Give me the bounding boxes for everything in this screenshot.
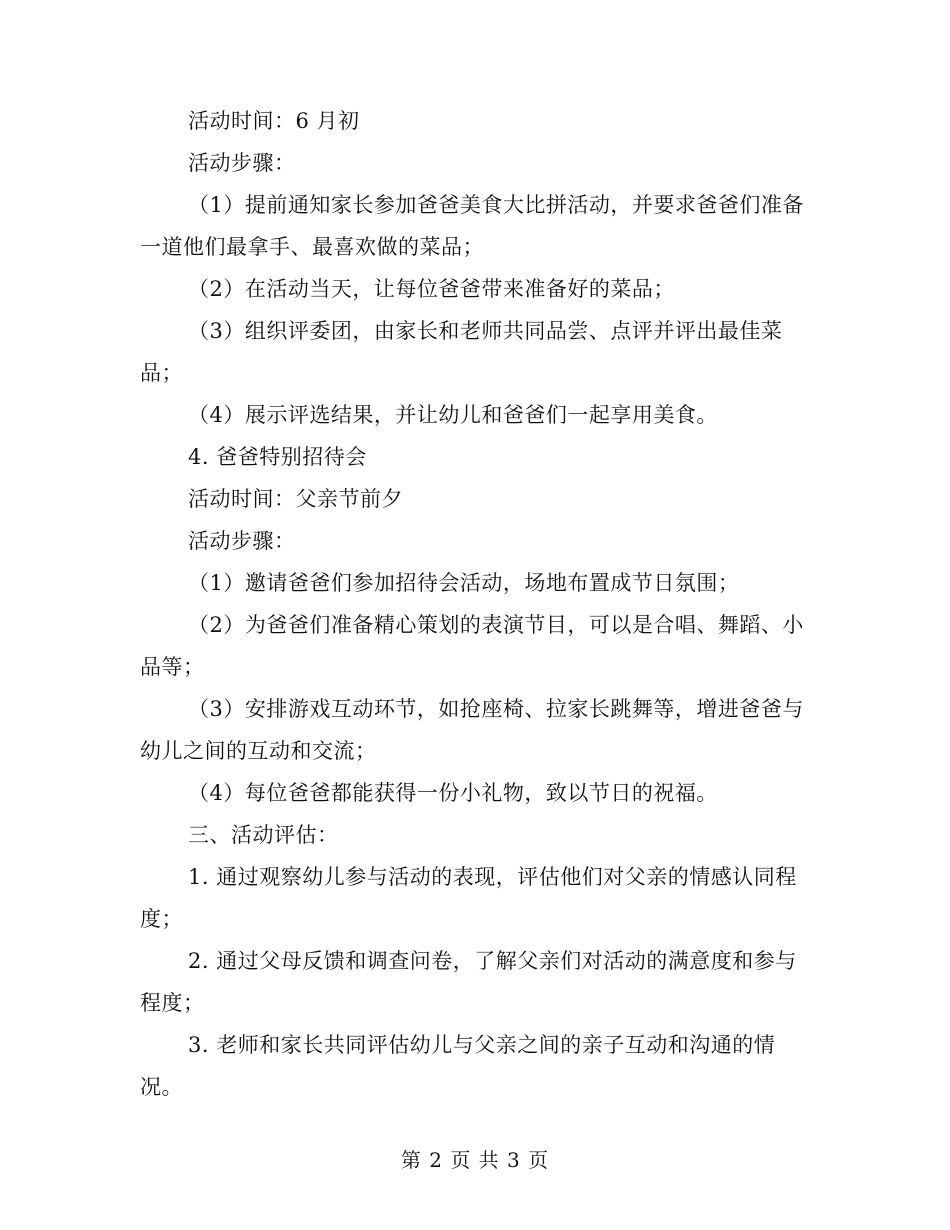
paragraph-evaluation-2: 2. 通过父母反馈和调查问卷，了解父亲们对活动的满意度和参与程度； [140,949,797,1015]
paragraph-step-2-1: （1）邀请爸爸们参加招待会活动，场地布置成节日氛围； [188,571,740,595]
paragraph-step-1-2: （2）在活动当天，让每位爸爸带来准备好的菜品； [188,277,675,301]
paragraph-evaluation-1: 1. 通过观察幼儿参与活动的表现，评估他们对父亲的情感认同程度； [140,865,797,931]
section-heading-reception: 4. 爸爸特别招待会 [188,445,367,469]
paragraph-activity-time-2: 活动时间：父亲节前夕 [188,487,403,511]
paragraph-step-1-3: （3）组织评委团，由家长和老师共同品尝、点评并评出最佳菜品； [140,319,783,385]
paragraph-evaluation-3: 3. 老师和家长共同评估幼儿与父亲之间的亲子互动和沟通的情况。 [140,1033,776,1099]
paragraph-step-1-1: （1）提前通知家长参加爸爸美食大比拼活动，并要求爸爸们准备一道他们最拿手、最喜欢做的菜品； [140,193,804,259]
paragraph-step-2-2: （2）为爸爸们准备精心策划的表演节目，可以是合唱、舞蹈、小品等； [140,613,804,679]
paragraph-activity-time-1: 活动时间：6 月初 [188,109,360,133]
section-heading-evaluation: 三、活动评估： [188,823,339,847]
page-footer: 第 2 页 共 3 页 [400,1148,550,1172]
paragraph-activity-steps-2: 活动步骤： [188,529,296,553]
paragraph-step-2-3: （3）安排游戏互动环节，如抢座椅、拉家长跳舞等，增进爸爸与幼儿之间的互动和交流； [140,697,804,763]
document-body [140,100,810,1108]
paragraph-activity-steps-1: 活动步骤： [188,151,296,175]
paragraph-step-1-4: （4）展示评选结果，并让幼儿和爸爸们一起享用美食。 [188,403,718,427]
paragraph-step-2-4: （4）每位爸爸都能获得一份小礼物，致以节日的祝福。 [188,781,718,805]
